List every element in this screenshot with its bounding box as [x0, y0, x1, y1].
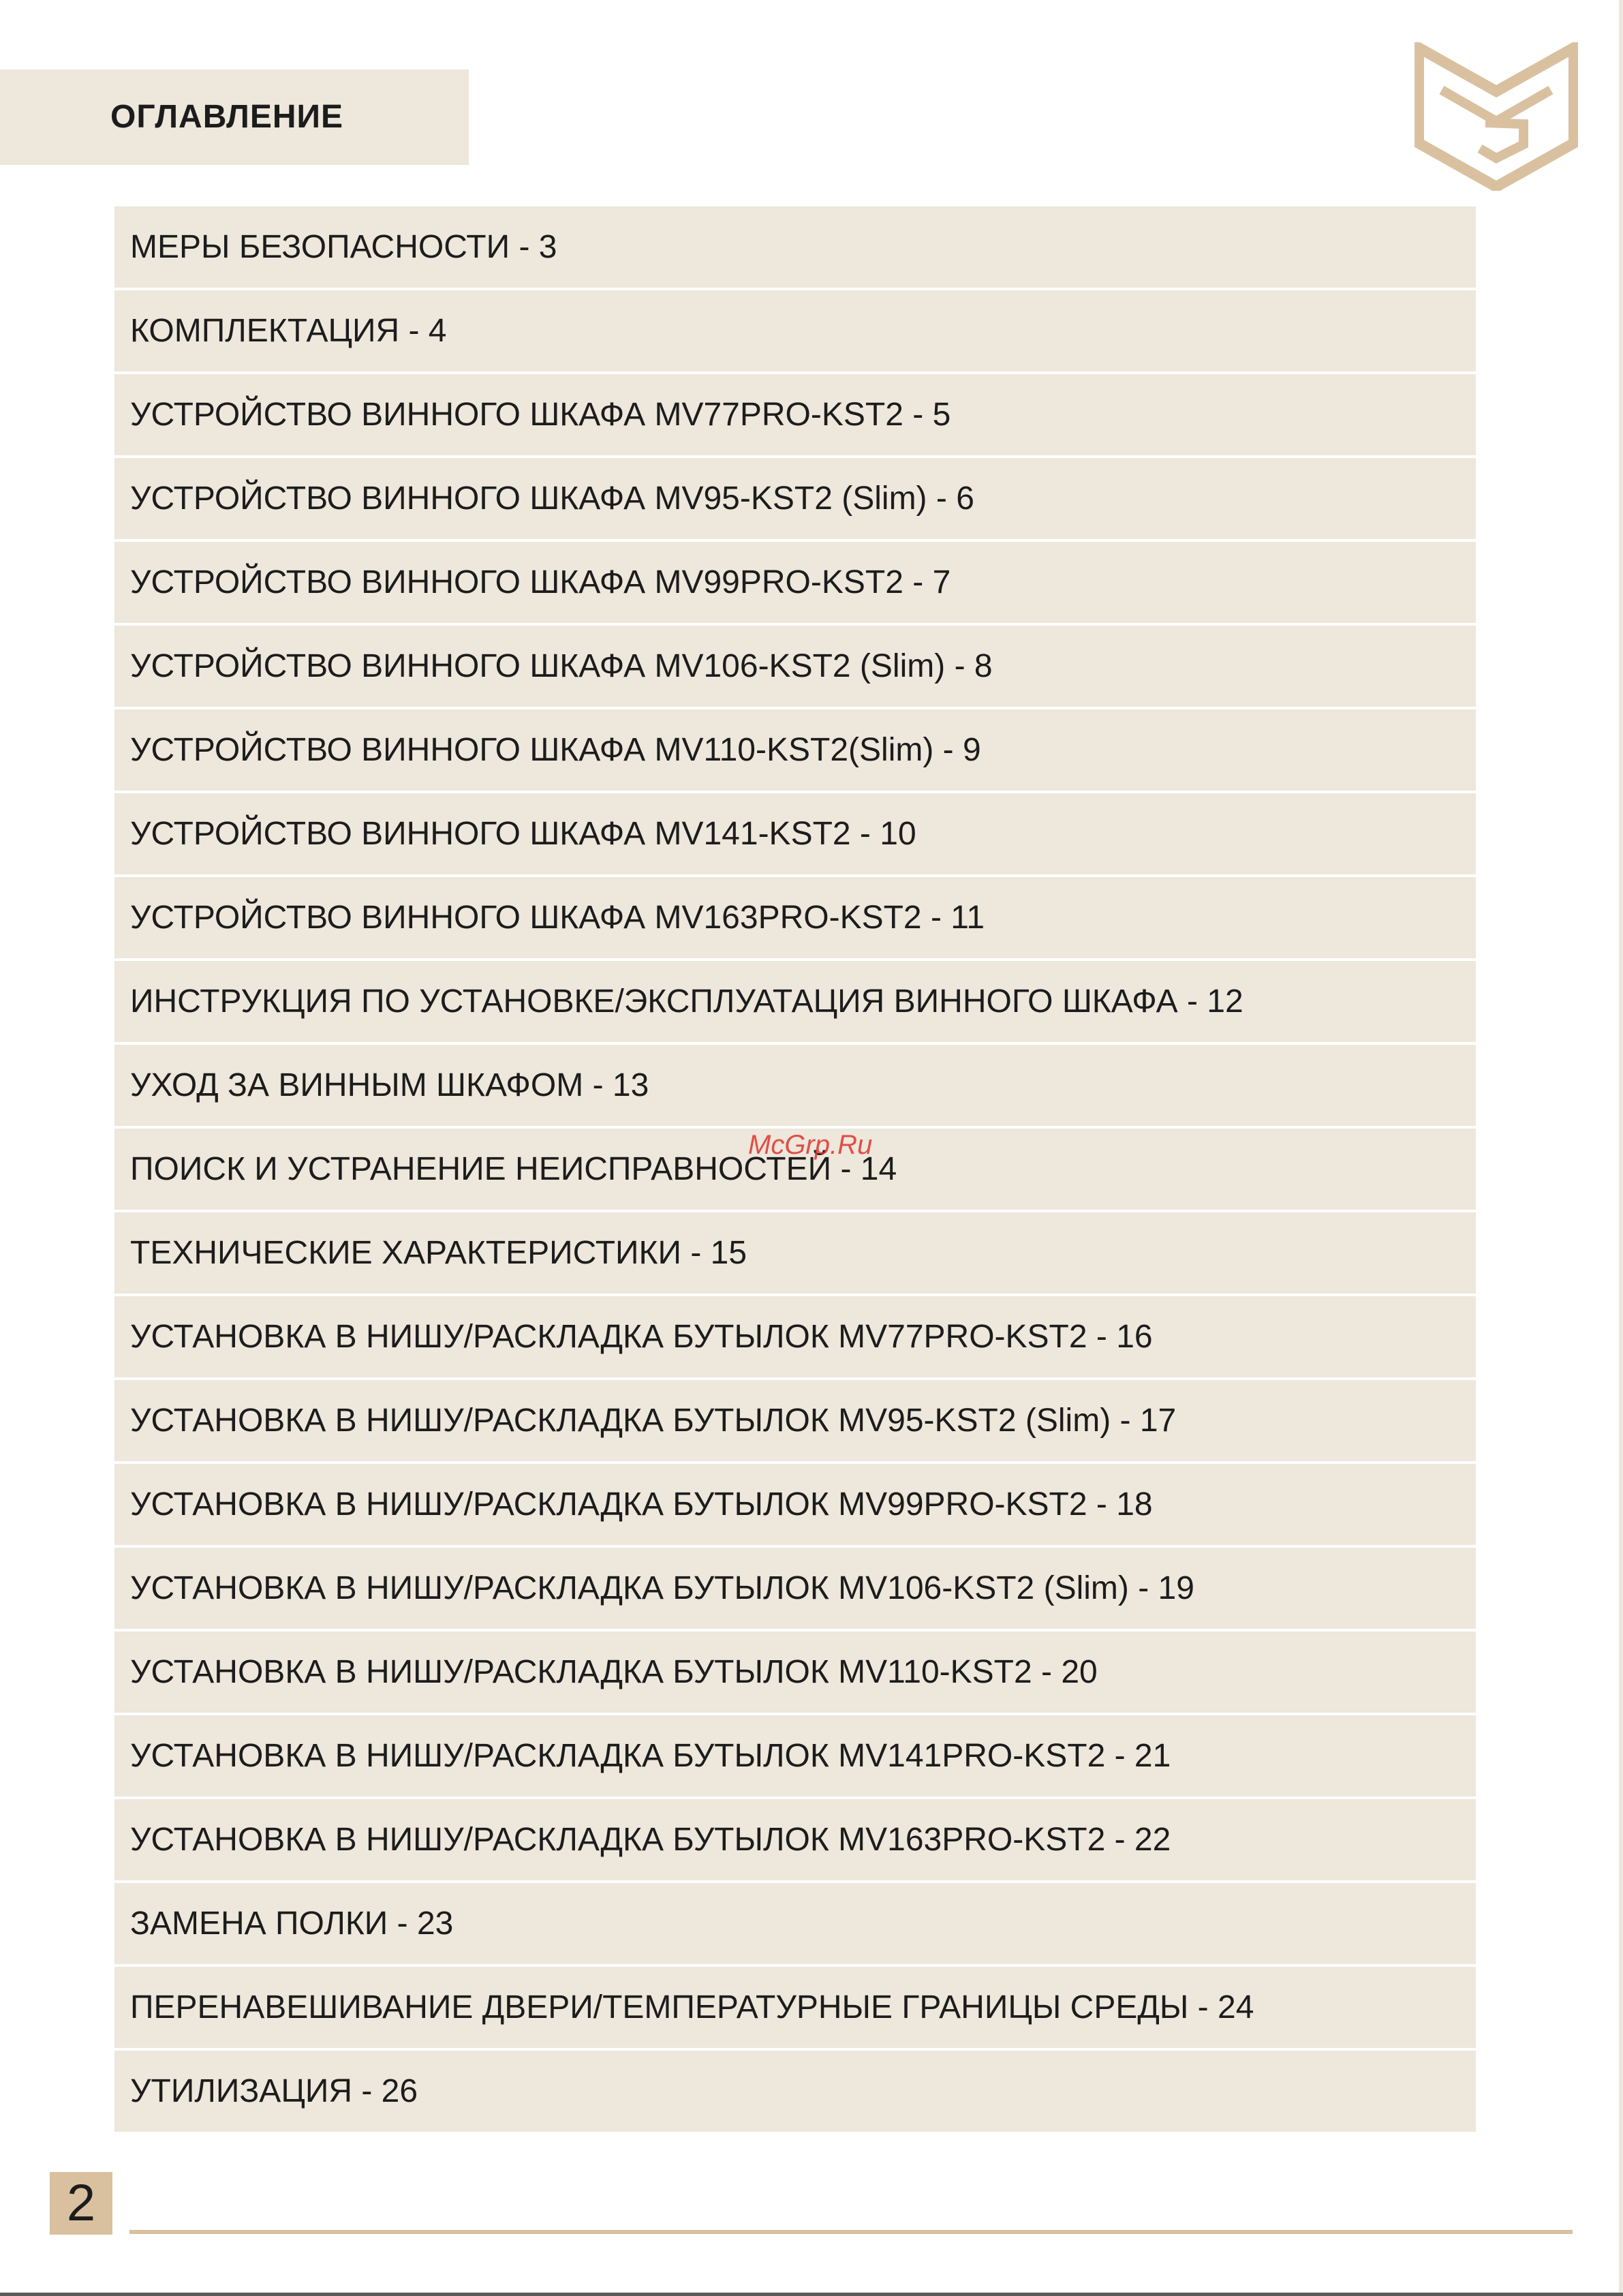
toc-row[interactable] — [114, 374, 1476, 455]
toc-entry: УСТРОЙСТВО ВИННОГО ШКАФА MV99PRO-KST2 - 7 — [130, 564, 951, 600]
toc-entry: КОМПЛЕКТАЦИЯ - 4 — [130, 313, 447, 349]
toc-row[interactable] — [114, 1715, 1476, 1796]
toc-row[interactable] — [114, 1632, 1476, 1713]
toc-entry: УСТРОЙСТВО ВИННОГО ШКАФА MV110-KST2(Slim) - 9 — [130, 732, 981, 768]
toc-entry: МЕРЫ БЕЗОПАСНОСТИ - 3 — [130, 229, 557, 265]
toc-entry: УХОД ЗА ВИННЫМ ШКАФОМ - 13 — [130, 1067, 649, 1103]
title-bar — [0, 70, 469, 165]
toc-row[interactable] — [114, 1380, 1476, 1461]
toc-entry: УТИЛИЗАЦИЯ - 26 — [130, 2073, 418, 2109]
toc-entry: УСТРОЙСТВО ВИННОГО ШКАФА MV77PRO-KST2 - 5 — [130, 397, 951, 433]
toc-entry: УСТАНОВКА В НИШУ/РАСКЛАДКА БУТЫЛОК MV106-KST2 (Slim) - 19 — [130, 1570, 1194, 1606]
page-title: ОГЛАВЛЕНИЕ — [110, 99, 344, 135]
toc-entry: УСТРОЙСТВО ВИННОГО ШКАФА MV163PRO-KST2 - 11 — [130, 900, 985, 936]
toc-row[interactable] — [114, 1883, 1476, 1964]
toc-entry: УСТАНОВКА В НИШУ/РАСКЛАДКА БУТЫЛОК MV141PRO-KST2 - 21 — [130, 1738, 1171, 1774]
toc-row[interactable] — [114, 793, 1476, 874]
toc-entry: ПЕРЕНАВЕШИВАНИЕ ДВЕРИ/ТЕМПЕРАТУРНЫЕ ГРАНИЦЫ СРЕДЫ - 24 — [130, 1989, 1254, 2025]
toc-entry: ИНСТРУКЦИЯ ПО УСТАНОВКЕ/ЭКСПЛУАТАЦИЯ ВИННОГО ШКАФА - 12 — [130, 983, 1243, 1020]
right-edge-strip — [1619, 0, 1623, 2296]
brand-logo-svg — [1415, 42, 1578, 191]
toc-row[interactable] — [114, 877, 1476, 958]
toc-entry: УСТАНОВКА В НИШУ/РАСКЛАДКА БУТЫЛОК MV77PRO-KST2 - 16 — [130, 1319, 1153, 1355]
toc-row[interactable] — [114, 542, 1476, 623]
page-number-badge: 2 — [50, 2172, 112, 2235]
toc-entry: УСТАНОВКА В НИШУ/РАСКЛАДКА БУТЫЛОК MV99PRO-KST2 - 18 — [130, 1486, 1153, 1522]
footer-divider — [129, 2230, 1573, 2234]
toc-row[interactable] — [114, 1212, 1476, 1294]
toc-entry: УСТАНОВКА В НИШУ/РАСКЛАДКА БУТЫЛОК MV110-KST2 - 20 — [130, 1654, 1098, 1690]
toc-entry: ПОИСК И УСТРАНЕНИЕ НЕИСПРАВНОСТЕЙ - 14 — [130, 1151, 897, 1187]
toc-row[interactable] — [114, 206, 1476, 288]
toc-row[interactable] — [114, 2051, 1476, 2132]
toc-entry: ТЕХНИЧЕСКИЕ ХАРАКТЕРИСТИКИ - 15 — [130, 1235, 747, 1271]
toc-row[interactable] — [114, 1967, 1476, 2048]
toc-entry: УСТАНОВКА В НИШУ/РАСКЛАДКА БУТЫЛОК MV163PRO-KST2 - 22 — [130, 1822, 1171, 1858]
toc-row[interactable] — [114, 1045, 1476, 1126]
toc-row[interactable] — [114, 458, 1476, 539]
toc-entry: УСТРОЙСТВО ВИННОГО ШКАФА MV141-KST2 - 10 — [130, 816, 916, 852]
toc-row[interactable] — [114, 290, 1476, 371]
toc-entry: ЗАМЕНА ПОЛКИ - 23 — [130, 1905, 454, 1942]
toc-entry: УСТАНОВКА В НИШУ/РАСКЛАДКА БУТЫЛОК MV95-KST2 (Slim) - 17 — [130, 1403, 1177, 1439]
toc-row[interactable] — [114, 626, 1476, 707]
toc-row[interactable] — [114, 1799, 1476, 1880]
toc-entry: УСТРОЙСТВО ВИННОГО ШКАФА MV106-KST2 (Slim) - 8 — [130, 648, 993, 684]
toc-row[interactable] — [114, 1296, 1476, 1377]
table-of-contents — [114, 206, 1476, 2134]
toc-row[interactable] — [114, 1464, 1476, 1545]
bottom-border — [0, 2293, 1623, 2296]
watermark: McGrp.Ru — [748, 1130, 873, 1160]
toc-row[interactable] — [114, 1548, 1476, 1629]
toc-row[interactable] — [114, 709, 1476, 791]
toc-row[interactable] — [114, 961, 1476, 1042]
brand-logo-icon — [1415, 42, 1578, 191]
toc-entry: УСТРОЙСТВО ВИННОГО ШКАФА MV95-KST2 (Slim) - 6 — [130, 480, 974, 517]
